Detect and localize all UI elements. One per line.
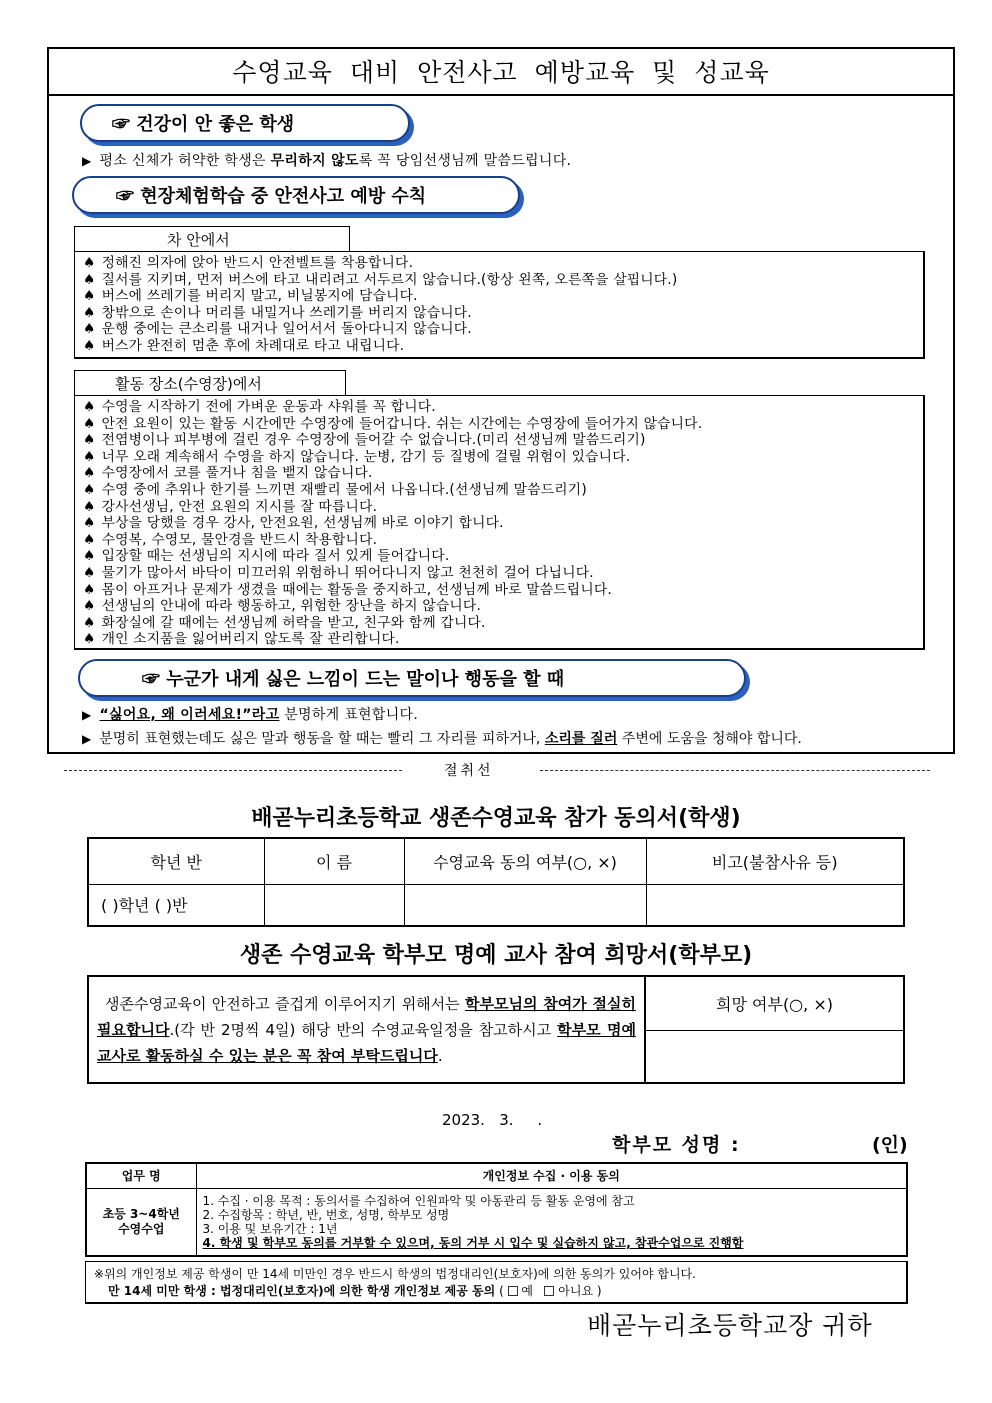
spade-bullet-icon: ♠ <box>83 255 96 271</box>
note-field[interactable] <box>646 884 904 926</box>
health-line-bold: 무리하지 않도 <box>270 153 359 169</box>
hope-text-3: .(각 반 2명씩 4일) 해당 반의 수영교육일정을 참고하시고 <box>169 1020 558 1039</box>
health-line <box>82 150 571 170</box>
section-heading-safety-label: ☞ 현장체험학습 중 안전사고 예방 수칙 <box>116 186 427 207</box>
pool-rule-item <box>75 548 923 565</box>
health-line-text: 평소 신체가 허약한 학생은 <box>99 153 271 169</box>
consent-title: 배곧누리초등학교 생존수영교육 참가 동의서(학생) <box>251 806 741 831</box>
spade-bullet-icon: ♠ <box>83 531 96 548</box>
protection-shout: 소리를 질러 <box>544 731 618 747</box>
consent-header-note: 비고(불참사유 등) <box>646 838 904 884</box>
no-checkbox[interactable] <box>544 1286 554 1296</box>
privacy-task-name: 초등 3~4학년 수영수업 <box>86 1188 196 1256</box>
date: 2023. 3. . <box>442 1111 543 1129</box>
pool-rule-text: 화장실에 갈 때에는 선생님께 허락을 받고, 친구와 함께 갑니다. <box>101 614 486 631</box>
spade-bullet-icon: ♠ <box>83 415 96 432</box>
pool-rule-item <box>75 432 923 449</box>
name-field[interactable] <box>264 884 404 926</box>
pool-rules-label <box>74 370 346 395</box>
pool-rule-text: 부상을 당했을 경우 강사, 안전요원, 선생님께 바로 이야기 합니다. <box>101 515 504 532</box>
car-rules-label-text: 차 안에서 <box>167 230 230 249</box>
pool-rule-item <box>75 565 923 582</box>
privacy-col-consent: 개인정보 수집 · 이용 동의 <box>196 1163 907 1188</box>
consent-header-class: 학년 반 <box>88 838 264 884</box>
pool-rule-item <box>75 465 923 482</box>
spade-bullet-icon: ♠ <box>83 448 96 465</box>
hope-table <box>87 975 905 1084</box>
pool-rule-text: 안전 요원이 있는 활동 시간에만 수영장에 들어갑니다. 쉬는 시간에는 수영장에 들어가지 않습니다. <box>101 415 703 432</box>
spade-bullet-icon: ♠ <box>83 631 96 648</box>
pool-rule-item <box>75 582 923 599</box>
spade-bullet-icon: ♠ <box>83 465 96 482</box>
car-rule-text: 버스가 완전히 멈춘 후에 차례대로 타고 내립니다. <box>101 337 405 354</box>
spade-bullet-icon: ♠ <box>83 614 96 631</box>
hope-text-5: . <box>437 1046 443 1065</box>
car-rules-list <box>74 251 925 359</box>
yes-checkbox[interactable] <box>508 1286 518 1296</box>
car-rule-item <box>75 338 923 355</box>
hope-answer-field[interactable] <box>645 1030 904 1083</box>
pool-rule-item <box>75 615 923 632</box>
car-rules-label <box>74 226 350 251</box>
car-rule-item <box>75 288 923 305</box>
protection-line-2 <box>82 728 802 748</box>
pool-rule-text: 너무 오래 계속해서 수영을 하지 않습니다. 눈병, 감기 등 질병에 걸릴 위험이 있습니다. <box>101 448 631 465</box>
notice-line-1: ※위의 개인정보 제공 학생이 만 14세 미만인 경우 반드시 학생의 법정대리인(보호자)에 의한 동의가 있어야 합니다. <box>94 1267 696 1281</box>
pool-rule-text: 수영복, 수영모, 물안경을 반드시 착용합니다. <box>101 531 378 548</box>
hope-description <box>88 976 645 1083</box>
pool-rule-text: 개인 소지품을 잃어버리지 않도록 잘 관리합니다. <box>101 631 400 648</box>
consent-table <box>87 837 905 927</box>
car-rule-text: 버스에 쓰레기를 버리지 말고, 비닐봉지에 담습니다. <box>101 288 418 305</box>
no-label: 아니요 <box>558 1284 594 1298</box>
pool-rules-label-text: 활동 장소(수영장)에서 <box>115 374 262 393</box>
spade-bullet-icon: ♠ <box>83 515 96 532</box>
car-rule-text: 창밖으로 손이나 머리를 내밀거나 쓰레기를 버리지 않습니다. <box>101 304 472 321</box>
hope-header: 희망 여부(○, ×) <box>645 976 904 1030</box>
car-rule-text: 정해진 의자에 앉아 반드시 안전벨트를 착용합니다. <box>101 255 414 271</box>
consent-header-agree: 수영교육 동의 여부(○, ×) <box>404 838 646 884</box>
privacy-details <box>196 1188 907 1256</box>
parent-sign-label: 학부모 성명 : <box>612 1134 741 1156</box>
section-heading-protection <box>78 659 746 697</box>
car-rule-item <box>75 305 923 322</box>
car-rule-item <box>75 321 923 338</box>
spade-bullet-icon: ♠ <box>83 271 96 288</box>
cut-line-left <box>64 770 402 771</box>
pool-rule-text: 수영장에서 코를 풀거나 침을 뱉지 않습니다. <box>101 465 373 482</box>
addressee: 배곧누리초등학교장 귀하 <box>587 1311 873 1340</box>
privacy-line-4: 4. 학생 및 학부모 동의를 거부할 수 있으며, 동의 거부 시 입수 및 실습하지 않고, 참관수업으로 진행함 <box>202 1235 744 1250</box>
consent-header-name: 이 름 <box>264 838 404 884</box>
privacy-line-3: 3. 이용 및 보유기간 : 1년 <box>202 1221 338 1236</box>
cut-line-label: 절취선 <box>444 763 494 779</box>
pool-rule-text: 물기가 많아서 바닥이 미끄러워 위험하니 뛰어다니지 않고 천천히 걸어 다닙니다. <box>101 564 594 581</box>
notice-line-2: 만 14세 미만 학생 : 법정대리인(보호자)에 의한 학생 개인정보 제공 동의 ( 예 아니요 ) <box>108 1284 602 1298</box>
privacy-table <box>85 1162 908 1257</box>
triangle-bullet-icon: ▶ <box>82 708 92 722</box>
pool-rule-text: 수영 중에 추위나 한기를 느끼면 재빨리 물에서 나옵니다.(선생님께 말씀드리기) <box>101 481 587 498</box>
protection-line-2-text: 분명히 표현했는데도 싫은 말과 행동을 할 때는 빨리 그 자리를 피하거나, <box>99 731 545 747</box>
page-title: 수영교육 대비 안전사고 예방교육 및 성교육 <box>47 47 955 96</box>
health-line-end: 록 꼭 당임선생님께 말씀드립니다. <box>358 153 572 169</box>
minor-consent-notice <box>85 1261 908 1304</box>
pool-rule-item <box>75 482 923 499</box>
hope-text-1: 생존수영교육이 안전하고 즐겁게 이루어지기 위해서는 <box>105 994 465 1013</box>
pool-rule-text: 수영을 시작하기 전에 가벼운 운동과 샤워를 꼭 합니다. <box>101 399 436 415</box>
protection-line-1 <box>82 704 418 724</box>
spade-bullet-icon: ♠ <box>83 337 96 354</box>
spade-bullet-icon: ♠ <box>83 564 96 581</box>
spade-bullet-icon: ♠ <box>83 288 96 305</box>
spade-bullet-icon: ♠ <box>83 432 96 449</box>
privacy-line-2: 2. 수집항목 : 학년, 반, 번호, 성명, 학부모 성명 <box>202 1207 450 1222</box>
pool-rule-item <box>75 399 923 416</box>
pool-rule-text: 몸이 아프거나 문제가 생겼을 때에는 활동을 중지하고, 선생님께 바로 말씀드립니다. <box>101 581 612 598</box>
parent-sign-field[interactable] <box>760 1128 870 1154</box>
pool-rule-item <box>75 515 923 532</box>
privacy-col-task: 업무 명 <box>86 1163 196 1188</box>
section-heading-health-label: ☞ 건강이 안 좋은 학생 <box>112 114 295 135</box>
pool-rule-item <box>75 449 923 466</box>
hope-text-4: 학부모 명예교사로 활동하실 수 있는 분은 꼭 참여 부탁드립니다 <box>97 1020 636 1065</box>
spade-bullet-icon: ♠ <box>83 581 96 598</box>
car-rule-text: 운행 중에는 큰소리를 내거나 일어서서 돌아다니지 않습니다. <box>101 321 472 338</box>
seal-mark: (인) <box>872 1134 908 1156</box>
yes-label: 예 <box>521 1284 533 1298</box>
cut-line-right <box>540 770 930 771</box>
pool-rule-item <box>75 532 923 549</box>
pool-rule-text: 강사선생님, 안전 요원의 지시를 잘 따릅니다. <box>101 498 378 515</box>
section-heading-health <box>80 104 410 142</box>
spade-bullet-icon: ♠ <box>83 304 96 321</box>
pool-rule-text: 선생님의 안내에 따라 행동하고, 위험한 장난을 하지 않습니다. <box>101 598 482 615</box>
protection-quote: “싫어요, 왜 이러세요!”라고 <box>99 707 280 723</box>
pool-rule-item <box>75 631 923 648</box>
spade-bullet-icon: ♠ <box>83 399 96 415</box>
pool-rules-list <box>74 395 925 650</box>
spade-bullet-icon: ♠ <box>83 498 96 515</box>
notice-line-2-text: 만 14세 미만 학생 : 법정대리인(보호자)에 의한 학생 개인정보 제공 동의 <box>108 1284 496 1298</box>
pool-rule-text: 전염병이나 피부병에 걸린 경우 수영장에 들어갈 수 없습니다.(미리 선생님께 말씀드리기) <box>101 432 646 449</box>
hope-title: 생존 수영교육 학부모 명예 교사 참여 희망서(학부모) <box>239 943 753 968</box>
car-rule-item <box>75 255 923 272</box>
hope-text-2: 학부모님의 참여가 절실히 필요합니다 <box>97 994 636 1039</box>
spade-bullet-icon: ♠ <box>83 598 96 615</box>
pool-rule-item <box>75 416 923 433</box>
grade-class-field[interactable]: ( )학년 ( )반 <box>88 884 264 926</box>
protection-line-1-text: 분명하게 표현합니다. <box>279 707 419 723</box>
section-heading-safety <box>72 176 520 214</box>
spade-bullet-icon: ♠ <box>83 481 96 498</box>
triangle-bullet-icon: ▶ <box>82 732 92 746</box>
agree-field[interactable] <box>404 884 646 926</box>
section-heading-protection-label: ☞ 누군가 내게 싫은 느낌이 드는 말이나 행동을 할 때 <box>142 669 565 690</box>
spade-bullet-icon: ♠ <box>83 548 96 565</box>
protection-line-2-end: 주변에 도움을 청해야 합니다. <box>617 731 802 747</box>
triangle-bullet-icon: ▶ <box>82 154 92 168</box>
pool-rule-text: 입장할 때는 선생님의 지시에 따라 질서 있게 들어갑니다. <box>101 548 450 565</box>
car-rule-text: 질서를 지키며, 먼저 버스에 타고 내리려고 서두르지 않습니다.(항상 왼쪽, 오른쪽을 살핍니다.) <box>101 271 678 288</box>
pool-rule-item <box>75 598 923 615</box>
privacy-line-1: 1. 수집 · 이용 목적 : 동의서를 수집하여 인원파악 및 아동관리 등 활동 운영에 참고 <box>202 1193 635 1208</box>
pool-rule-item <box>75 499 923 516</box>
spade-bullet-icon: ♠ <box>83 321 96 338</box>
car-rule-item <box>75 272 923 289</box>
